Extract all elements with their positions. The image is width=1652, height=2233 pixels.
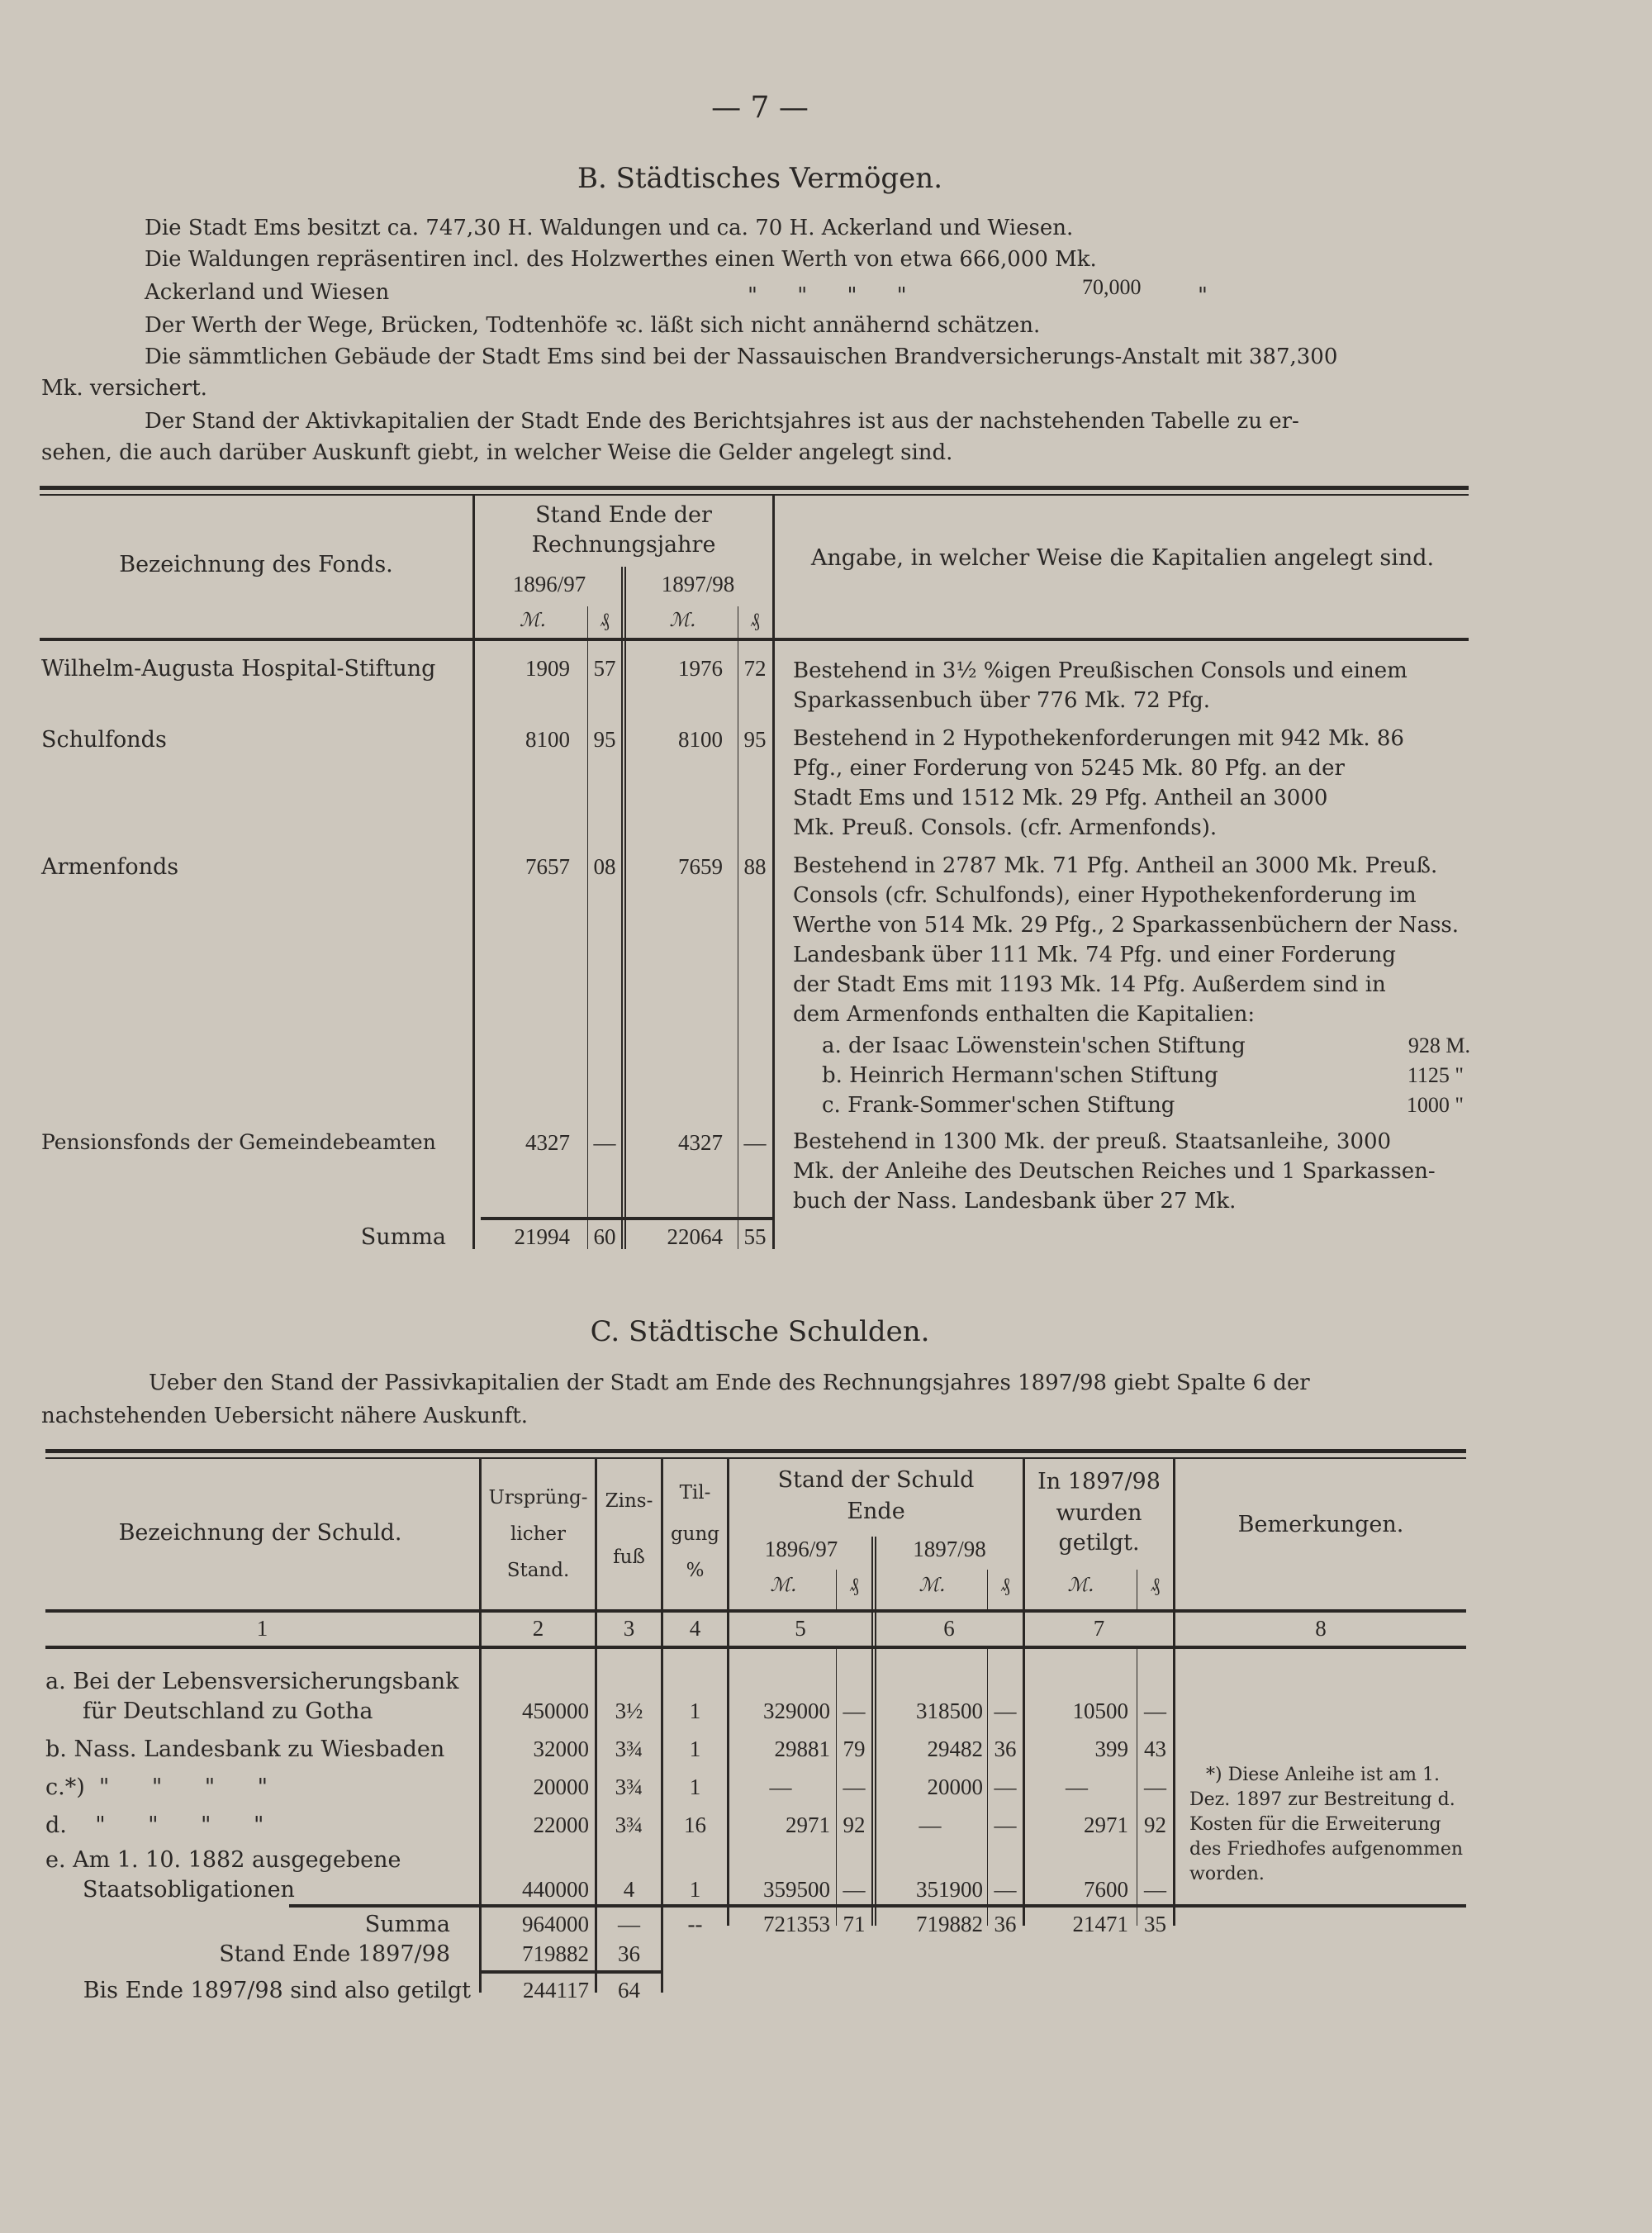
tilg: 1: [689, 1877, 701, 1902]
mark-1897: 351900: [916, 1877, 983, 1902]
sum-pf-1897: 55: [743, 1224, 767, 1249]
header-year: 1896/97: [764, 1537, 838, 1561]
col-number: 2: [532, 1616, 544, 1641]
debt-name: Staatsobligationen: [83, 1877, 295, 1903]
mark-1896: 1909: [525, 656, 570, 681]
debt-name: c.*) " " " ": [45, 1775, 268, 1800]
header-orig: Ursprüng-: [488, 1487, 588, 1508]
mark-1897: 29482: [927, 1737, 983, 1761]
note-line: des Friedhofes aufgenommen: [1189, 1839, 1464, 1860]
pf-1897: 36: [994, 1737, 1017, 1761]
header-pf: ₰: [600, 610, 610, 631]
sum-label: Summa: [364, 1912, 450, 1937]
para-line: Der Stand der Aktivkapitalien der Stadt Ende des Berichtsjahres ist aus der nachstehenden Tabelle zu er-: [145, 409, 1299, 434]
para-line: Die Stadt Ems besitzt ca. 747,30 H. Waldungen und ca. 70 H. Ackerland und Wiesen.: [145, 216, 1074, 240]
zins: 3¾: [615, 1775, 643, 1799]
pf-1896: 08: [593, 854, 616, 879]
sum-mark-1897: 22064: [667, 1224, 723, 1249]
para-line: Mk. versichert.: [41, 376, 207, 401]
mark-1896: 7657: [525, 854, 570, 879]
desc-line: Pfg., einer Forderung von 5245 Mk. 80 Pfg. an der: [793, 756, 1345, 781]
mark-1897: 7659: [678, 854, 723, 879]
zins: 3¾: [615, 1813, 643, 1837]
col-rule: [772, 496, 775, 1249]
desc-line: Bestehend in 3½ %igen Preußischen Consols und einem: [793, 658, 1408, 683]
note-line: *) Diese Anleihe ist am 1.: [1206, 1765, 1441, 1785]
pf-1896: 57: [593, 656, 616, 681]
mark-1897: 4327: [678, 1130, 723, 1155]
ditto-marks: " " " ": [748, 283, 907, 308]
header-zins: fuß: [613, 1546, 645, 1568]
header-tilg: Til-: [679, 1482, 711, 1504]
header-year: 1897/98: [661, 572, 735, 596]
col-rule: [875, 1537, 876, 1926]
getilgt-label: Bis Ende 1897/98 sind also getilgt: [83, 1978, 471, 2003]
tilg: 1: [689, 1737, 701, 1761]
debt-name: für Deutschland zu Gotha: [83, 1699, 373, 1724]
header-stand: Stand der Schuld: [777, 1467, 975, 1493]
mark-1896: 8100: [525, 727, 570, 752]
debt-name: d. " " " ": [45, 1813, 264, 1838]
pf-1897: —: [994, 1775, 1017, 1799]
header-mark: ℳ.: [1067, 1575, 1094, 1596]
header-stand: Rechnungsjahre: [531, 532, 716, 558]
header-stand: Stand Ende der: [535, 502, 712, 528]
note-line: Kosten für die Erweiterung: [1189, 1814, 1441, 1835]
sub-label: b. Heinrich Hermann'schen Stiftung: [822, 1063, 1218, 1088]
sum-getilgt-mark: 21471: [1072, 1912, 1128, 1936]
rule: [45, 1457, 1466, 1459]
header-tilg: %: [686, 1560, 705, 1581]
pf-1897: —: [994, 1699, 1017, 1723]
ditto-mark: ": [1198, 283, 1208, 308]
pf-1897: —: [994, 1813, 1017, 1837]
para-line: Ackerland und Wiesen: [145, 280, 390, 305]
getilgt-mark: —: [1066, 1775, 1088, 1799]
note-line: worden.: [1189, 1864, 1265, 1884]
mark-1897: 8100: [678, 727, 723, 752]
desc-line: buch der Nass. Landesbank über 27 Mk.: [793, 1189, 1237, 1214]
desc-line: Werthe von 514 Mk. 29 Pfg., 2 Sparkassenbüchern der Nass.: [793, 913, 1460, 938]
mark-1896: —: [769, 1775, 792, 1799]
fund-name: Wilhelm-Augusta Hospital-Stiftung: [41, 656, 436, 682]
desc-line: Stadt Ems und 1512 Mk. 29 Pfg. Antheil an 3000: [793, 786, 1328, 810]
orig: 22000: [533, 1813, 589, 1837]
orig: 32000: [533, 1737, 589, 1761]
para-line: Der Werth der Wege, Brücken, Todtenhöfe ꝛc. läßt sich nicht annähernd schätzen.: [145, 313, 1041, 338]
sub-label: a. der Isaac Löwenstein'schen Stiftung: [822, 1033, 1246, 1058]
header-name: Bezeichnung der Schuld.: [118, 1520, 402, 1546]
col-rule: [472, 496, 475, 1249]
getilgt-pf: 64: [618, 1978, 640, 2003]
col-number: 7: [1093, 1616, 1105, 1641]
header-tilg: gung: [670, 1523, 720, 1545]
pf-1897: —: [743, 1130, 767, 1155]
col-number: 4: [689, 1616, 701, 1641]
col-rule: [727, 1459, 729, 1926]
header-mark: ℳ.: [520, 610, 546, 631]
tilg: 1: [689, 1775, 701, 1799]
getilgt-mark: 2971: [1084, 1813, 1128, 1837]
zins: 3¾: [615, 1737, 643, 1761]
sum-mark-1896: 21994: [514, 1224, 570, 1249]
mark-1896: 2971: [786, 1813, 830, 1837]
desc-line: Mk. Preuß. Consols. (cfr. Armenfonds).: [793, 815, 1218, 840]
mark-1897: 318500: [916, 1699, 983, 1723]
getilgt-pf: —: [1144, 1699, 1166, 1723]
header-pf: ₰: [750, 610, 760, 631]
getilgt-mark: 10500: [1072, 1699, 1128, 1723]
pf-1897: —: [994, 1877, 1017, 1902]
pf-1896: 95: [593, 727, 616, 752]
desc-line: dem Armenfonds enthalten die Kapitalien:: [793, 1002, 1256, 1027]
pf-1897: 88: [743, 854, 767, 879]
para-line: Die Waldungen repräsentiren incl. des Holzwerthes einen Werth von etwa 666,000 Mk.: [145, 247, 1097, 272]
header-getilgt: getilgt.: [1058, 1530, 1140, 1556]
getilgt-pf: —: [1144, 1775, 1166, 1799]
rule: [40, 638, 1469, 641]
getilgt-pf: 92: [1144, 1813, 1166, 1837]
header-zins: Zins-: [605, 1490, 653, 1512]
header-mark: ℳ.: [919, 1575, 946, 1596]
fund-name: Pensionsfonds der Gemeindebeamten: [41, 1130, 436, 1154]
header-name: Bezeichnung des Fonds.: [119, 552, 393, 577]
mark-1897: —: [919, 1813, 942, 1837]
sub-label: c. Frank-Sommer'schen Stiftung: [822, 1093, 1175, 1118]
sum-pf-1896: 71: [843, 1912, 866, 1936]
col-number: 1: [256, 1616, 268, 1641]
header-desc: Angabe, in welcher Weise die Kapitalien angelegt sind.: [810, 545, 1435, 571]
pf-1897: 72: [743, 656, 767, 681]
rule: [289, 1904, 1466, 1908]
col-rule: [871, 1537, 873, 1926]
debt-name: b. Nass. Landesbank zu Wiesbaden: [45, 1737, 445, 1762]
pf-1896: —: [843, 1699, 866, 1723]
sum-mark-1897: 719882: [916, 1912, 983, 1936]
pf-1896: 92: [843, 1813, 866, 1837]
desc-line: Bestehend in 1300 Mk. der preuß. Staatsanleihe, 3000: [793, 1129, 1392, 1154]
tilg: 1: [689, 1699, 701, 1723]
desc-line: Landesbank über 111 Mk. 74 Pfg. und einer Forderung: [793, 943, 1396, 967]
fund-name: Armenfonds: [41, 854, 179, 880]
col-number: 5: [795, 1616, 806, 1641]
sum-mark-1896: 721353: [763, 1912, 830, 1936]
rule: [479, 1970, 661, 1974]
sum-getilgt-pf: 35: [1144, 1912, 1166, 1936]
header-year: 1896/97: [512, 572, 586, 596]
mark-1897: 1976: [678, 656, 723, 681]
debt-name: e. Am 1. 10. 1882 ausgegebene: [45, 1847, 401, 1873]
debt-name: a. Bei der Lebensversicherungsbank: [45, 1669, 459, 1694]
stand-ende-pf: 36: [618, 1941, 640, 1966]
sub-value: 928 M.: [1408, 1033, 1470, 1057]
para-line: Die sämmtlichen Gebäude der Stadt Ems sind bei der Nassauischen Brandversicherungs-Anstalt mit 387,300: [145, 344, 1338, 369]
rule: [40, 486, 1469, 490]
getilgt-mark: 7600: [1084, 1877, 1128, 1902]
orig: 20000: [533, 1775, 589, 1799]
rule: [45, 1609, 1466, 1613]
section-c-title: C. Städtische Schulden.: [590, 1315, 930, 1348]
desc-line: Sparkassenbuch über 776 Mk. 72 Pfg.: [793, 688, 1211, 713]
desc-line: Consols (cfr. Schulfonds), einer Hypothekenforderung im: [793, 883, 1417, 908]
section-b-title: B. Städtisches Vermögen.: [577, 162, 942, 195]
pf-1897: 95: [743, 727, 767, 752]
rule: [481, 1217, 772, 1220]
sum-orig: 964000: [522, 1912, 589, 1936]
header-getilgt: wurden: [1056, 1500, 1142, 1526]
para-value: 70,000: [1082, 275, 1142, 299]
stand-ende-label: Stand Ende 1897/98: [219, 1941, 450, 1967]
tilg: 16: [684, 1813, 706, 1837]
pf-1896: —: [593, 1130, 616, 1155]
pf-1896: —: [843, 1775, 866, 1799]
mark-1896: 329000: [763, 1699, 830, 1723]
header-year: 1897/98: [913, 1537, 986, 1561]
col-number: 8: [1315, 1616, 1327, 1641]
header-orig: Stand.: [506, 1560, 570, 1581]
rule: [45, 1449, 1466, 1453]
sum-tilg: --: [687, 1912, 703, 1936]
col-number: 3: [623, 1616, 635, 1641]
para-line: nachstehenden Uebersicht nähere Auskunft.: [41, 1404, 528, 1428]
desc-line: der Stadt Ems mit 1193 Mk. 14 Pfg. Außerdem sind in: [793, 972, 1386, 997]
col-number: 6: [943, 1616, 955, 1641]
para-line: Ueber den Stand der Passivkapitalien der Stadt am Ende des Rechnungsjahres 1897/98 giebt Spalte 6 der: [149, 1371, 1310, 1395]
header-bemerkungen: Bemerkungen.: [1237, 1512, 1404, 1537]
rule: [40, 494, 1469, 496]
orig: 440000: [522, 1877, 589, 1902]
mark-1897: 20000: [927, 1775, 983, 1799]
desc-line: Mk. der Anleihe des Deutschen Reiches und 1 Sparkassen-: [793, 1159, 1436, 1184]
sub-value: 1000 ": [1406, 1093, 1464, 1117]
col-rule: [1023, 1459, 1025, 1926]
getilgt-pf: 43: [1144, 1737, 1166, 1761]
getilgt-mark: 244117: [523, 1978, 589, 2003]
getilgt-pf: —: [1144, 1877, 1166, 1902]
note-line: Dez. 1897 zur Bestreitung d.: [1189, 1789, 1455, 1810]
stand-ende-mark: 719882: [522, 1941, 589, 1966]
desc-line: Bestehend in 2 Hypothekenforderungen mit 942 Mk. 86: [793, 726, 1404, 751]
mark-1896: 359500: [763, 1877, 830, 1902]
zins: 4: [623, 1877, 635, 1902]
pf-1896: 79: [843, 1737, 866, 1761]
zins: 3½: [615, 1699, 643, 1723]
mark-1896: 29881: [774, 1737, 830, 1761]
rule: [45, 1646, 1466, 1649]
header-pf: ₰: [1150, 1575, 1161, 1596]
header-stand: Ende: [847, 1499, 905, 1524]
pf-1896: —: [843, 1877, 866, 1902]
fund-name: Schulfonds: [41, 727, 167, 753]
header-pf: ₰: [1000, 1575, 1010, 1596]
header-getilgt: In 1897/98: [1037, 1469, 1161, 1494]
orig: 450000: [522, 1699, 589, 1723]
desc-line: Bestehend in 2787 Mk. 71 Pfg. Antheil an 3000 Mk. Preuß.: [793, 853, 1438, 878]
col-rule: [621, 567, 623, 1249]
col-rule: [624, 567, 626, 1249]
page-number: — 7 —: [711, 91, 809, 125]
header-orig: licher: [510, 1523, 566, 1545]
para-line: sehen, die auch darüber Auskunft giebt, in welcher Weise die Gelder angelegt sind.: [41, 440, 953, 465]
sub-value: 1125 ": [1407, 1063, 1464, 1087]
mark-1896: 4327: [525, 1130, 570, 1155]
sum-label: Summa: [360, 1224, 446, 1250]
header-mark: ℳ.: [770, 1575, 797, 1596]
sum-pf-1897: 36: [994, 1912, 1017, 1936]
sum-zins: —: [618, 1912, 640, 1936]
header-mark: ℳ.: [669, 610, 696, 631]
getilgt-mark: 399: [1094, 1737, 1128, 1761]
header-pf: ₰: [849, 1575, 859, 1596]
sum-pf-1896: 60: [593, 1224, 616, 1249]
